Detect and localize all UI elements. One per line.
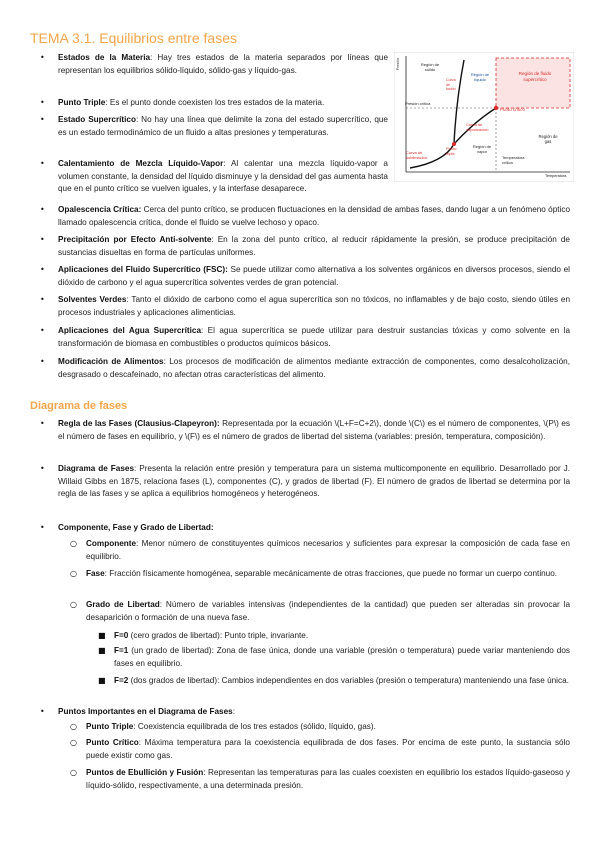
sub-bullet: ○ bbox=[70, 738, 77, 747]
label-temperatura: Temperatura bbox=[545, 174, 567, 178]
label-fluido: Región de fluido supercrítico bbox=[518, 71, 552, 82]
bullet: • bbox=[40, 326, 45, 335]
list-item: Aplicaciones del Agua Supercrítica: El agua supercrítica se puede utilizar para destruir sustancias tóxicas y como solvente en la transformación de biomasa en combustibles o productos químicos básicos. bbox=[58, 326, 570, 348]
bullet: • bbox=[40, 53, 45, 62]
label-gas: Región de gas bbox=[538, 134, 558, 144]
page-title: TEMA 3.1. Equilibrios entre fases bbox=[30, 30, 237, 46]
list-item: Punto Triple: Es el punto donde coexisten los tres estados de la materia. bbox=[58, 98, 325, 107]
list-item: Opalescencia Crítica: Cerca del punto crítico, se producen fluctuaciones en la densidad de ambas fases, dando lugar a un fenómeno óptico llamado opalescencia crítica, donde el fluido se vuelve lechoso y opaco. bbox=[58, 205, 570, 227]
bullet: • bbox=[40, 295, 45, 304]
list-item: Punto Crítico: Máxima temperatura para la coexistencia equilibrada de dos fases. Por encima de este punto, la sustancia sólo puede existir como gas. bbox=[86, 738, 570, 760]
sub-bullet: ○ bbox=[70, 539, 77, 548]
bullet: • bbox=[40, 357, 45, 366]
sub-bullet: ○ bbox=[70, 722, 77, 731]
label-curva-fusion: Curva de fusión bbox=[446, 78, 456, 91]
list-item: Regla de las Fases (Clausius-Clapeyron): Representada por la ecuación \(L+F=C+2\), donde \(C\) es el número de componentes, \(P\) es el número de fases en equilibrio, y \(F\) es el número de grados de libertad del sistema (variables: presión, temperatura, composición). bbox=[58, 419, 570, 441]
list-item: Puntos Importantes en el Diagrama de Fases: bbox=[58, 707, 236, 716]
list-item: Grado de Libertad: Número de variables intensivas (independientes de la cantidad) que pueden ser alteradas sin provocar la desaparición o formación de una nueva fase. bbox=[86, 600, 570, 622]
sub-bullet: ○ bbox=[70, 768, 77, 777]
label-vapor: Región de vapor bbox=[472, 144, 492, 154]
square-bullet: ■ bbox=[98, 631, 106, 640]
sub-bullet: ○ bbox=[70, 600, 77, 609]
bullet: • bbox=[40, 235, 45, 244]
bullet: • bbox=[40, 464, 45, 473]
list-item: Calentamiento de Mezcla Líquido-Vapor: Al calentar una mezcla líquido-vapor a volumen constante, la densidad del líquido disminuye y la densidad del gas aumenta hasta que en el punto crítico se vuelven iguales, y la interfase desaparece. bbox=[58, 159, 388, 193]
list-item: Solventes Verdes: Tanto el dióxido de carbono como el agua supercrítica son no tóxicos, no inflamables y de bajo costo, siendo útiles en procesos industriales y aplicaciones alimenticias. bbox=[58, 295, 570, 317]
square-bullet: ■ bbox=[98, 676, 106, 685]
list-item: Modificación de Alimentos: Los procesos de modificación de alimentos mediante extracción de componentes, como desalcoholización, desgrasado o descafeinado, no afectan otras características del alimento. bbox=[58, 357, 570, 379]
bullet: • bbox=[40, 159, 45, 168]
bullet: • bbox=[40, 98, 45, 107]
bullet: • bbox=[40, 523, 45, 532]
label-presion-critica: Presión crítica bbox=[405, 101, 431, 106]
list-item: F=2 (dos grados de libertad): Cambios independientes en dos variables (presión o temperatura) manteniendo una fase única. bbox=[114, 676, 569, 685]
list-item: Estado Supercrítico: No hay una línea que delimite la zona del estado supercrítico, que es un estado termodinámico de un fluido a altas presiones y temperaturas. bbox=[58, 115, 388, 137]
list-item: Fase: Fracción físicamente homogénea, separable mecánicamente de otras fracciones, que puede no formar un cuerpo continuo. bbox=[86, 569, 558, 578]
list-item: F=1 (un grado de libertad): Zona de fase única, donde una variable (presión o temperatura) puede variar manteniendo dos fases en equilibrio. bbox=[114, 646, 570, 668]
list-item: Puntos de Ebullición y Fusión: Representan las temperaturas para las cuales coexisten en equilibrio los estados líquido-gaseoso y líquido-sólido, respectivamente, a una determinada presión. bbox=[86, 768, 571, 790]
bullet: • bbox=[40, 419, 45, 428]
label-punto-critico: Punto crítico bbox=[500, 107, 526, 112]
bullet: • bbox=[40, 707, 45, 716]
section-title-diagrama: Diagrama de fases bbox=[30, 400, 128, 412]
list-item: Diagrama de Fases: Presenta la relación entre presión y temperatura para un sistema multicomponente en equilibrio. Desarrollado por J. Willaid Gibbs en 1875, relaciona fases (L), componentes (C), y grados de libertad (F). El número de grados de libertad se determina por la regla de las fases y se aplica a equilibrios homogéneos y heterogéneos. bbox=[58, 464, 571, 498]
list-item: Punto Triple: Coexistencia equilibrada de los tres estados (sólido, líquido, gas). bbox=[86, 722, 376, 731]
label-liquido: Región de líquido bbox=[470, 72, 490, 82]
bullet: • bbox=[40, 265, 45, 274]
label-curva-vaporizacion: Curva de vaporización bbox=[466, 122, 489, 132]
label-curva-sublimacion: Curva de sublimación bbox=[406, 150, 428, 160]
bullet: • bbox=[40, 205, 45, 214]
bullet: • bbox=[40, 115, 45, 124]
label-punto-triple: Punto triple bbox=[446, 146, 457, 156]
list-item: Aplicaciones del Fluido Supercrítico (FSC): Se puede utilizar como alternativa a los solventes orgánicos en diversos procesos, siendo el dióxido de carbono y el agua supercrítica solventes verdes de gran potencial. bbox=[58, 265, 570, 287]
label-presion: Presión bbox=[396, 58, 400, 70]
label-temp-critica: Temperatura crítica bbox=[502, 155, 525, 165]
list-item: Precipitación por Efecto Anti-solvente: En la zona del punto crítico, al reducir rápidamente la presión, se produce precipitación de sustancias disueltas en forma de partículas uniformes. bbox=[58, 235, 570, 257]
label-solido: Región de sólido bbox=[420, 62, 440, 72]
sub-bullet: ○ bbox=[70, 569, 77, 578]
square-bullet: ■ bbox=[98, 646, 106, 655]
list-item: Componente: Menor número de constituyentes químicos necesarios y suficientes para expresar la composición de cada fase en equilibrio. bbox=[86, 539, 570, 561]
list-item: Componente, Fase y Grado de Libertad: bbox=[58, 523, 214, 532]
list-item: F=0 (cero grados de libertad): Punto triple, invariante. bbox=[114, 631, 309, 640]
list-item: Estados de la Materia: Hay tres estados de la materia separados por líneas que representan los equilibrios sólido-líquido, sólido-gas y líquido-gas. bbox=[58, 53, 389, 75]
